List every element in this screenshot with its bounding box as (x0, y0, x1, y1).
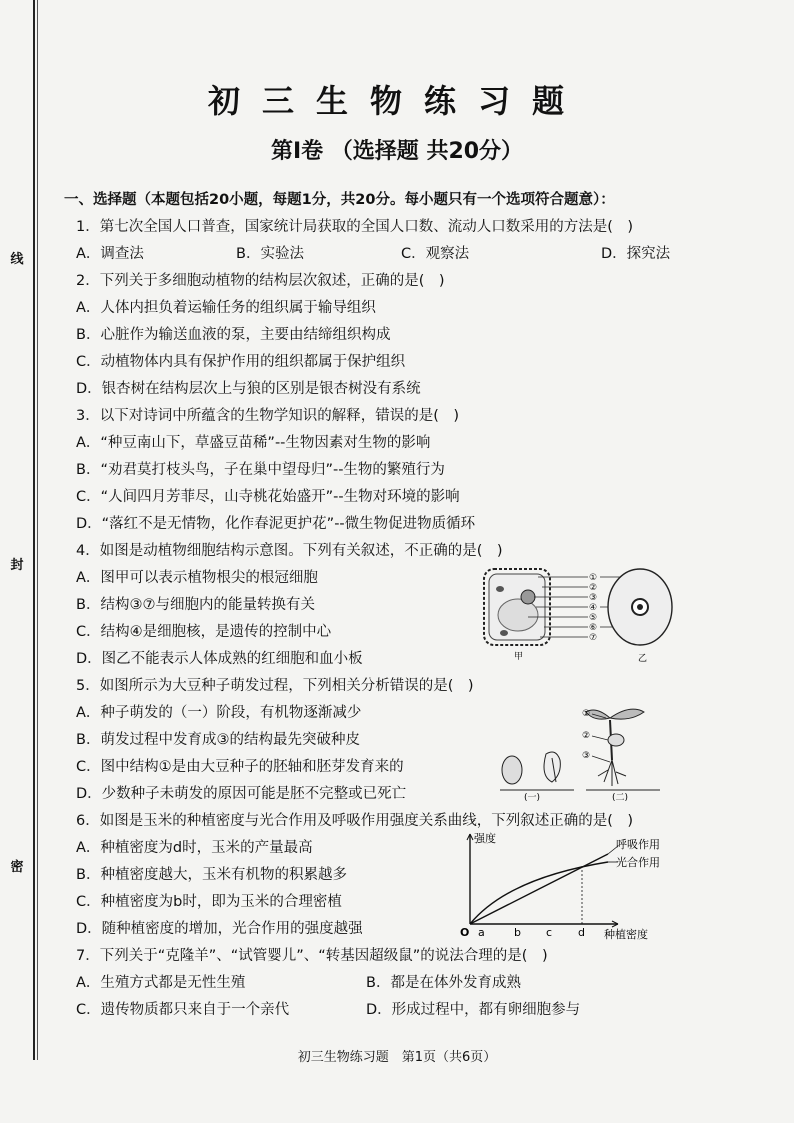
cell-label-7: ⑦ (589, 633, 598, 643)
question-2-stem: 2．下列关于多细胞动植物的结构层次叙述，正确的是( ) (76, 273, 445, 289)
seed-label-1: ① (582, 709, 591, 719)
question-6-option-a: A．种植密度为d时，玉米的产量最高 (76, 840, 313, 856)
question-7-option-b: B．都是在体外发育成熟 (366, 975, 521, 991)
cell-diagram-figure (478, 563, 700, 663)
seed-label-2: ② (582, 731, 591, 741)
question-4-option-b: B．结构③⑦与细胞内的能量转换有关 (76, 597, 315, 613)
question-3-option-a: A．“种豆南山下，草盛豆苗稀”--生物因素对生物的影响 (76, 435, 431, 451)
question-7-option-a: A．生殖方式都是无性生殖 (76, 975, 246, 991)
page-footer: 初三生物练习题 第1页（共6页） (297, 1050, 497, 1065)
cell-label-3: ③ (589, 593, 598, 603)
cell-label-1: ① (589, 573, 598, 583)
plant-cell-chloroplast-2 (500, 630, 508, 636)
side-mark-seal: 封 (10, 558, 24, 573)
page-title: 初三生物练习题 (207, 82, 586, 120)
question-2-option-d: D．银杏树在结构层次上与狼的区别是银杏树没有系统 (76, 381, 421, 397)
graph-origin: O (460, 926, 470, 939)
question-5-option-b: B．萌发过程中发育成③的结构最先突破种皮 (76, 732, 360, 748)
question-1-option-c: C．观察法 (401, 246, 470, 262)
tick-a: a (478, 926, 485, 939)
curve-respiration (470, 854, 608, 924)
question-4-option-d: D．图乙不能表示人体成熟的红细胞和血小板 (76, 651, 363, 667)
question-4-option-c: C．结构④是细胞核，是遗传的控制中心 (76, 624, 332, 640)
question-6-stem: 6．如图是玉米的种植密度与光合作用及呼吸作用强度关系曲线，下列叙述正确的是( ) (76, 813, 634, 829)
question-4-option-a: A．图甲可以表示植物根尖的根冠细胞 (76, 570, 318, 586)
curve-label-respiration: 呼吸作用 (616, 838, 660, 851)
tick-d: d (578, 926, 585, 939)
seed-stage-1 (502, 756, 522, 784)
tick-b: b (514, 926, 521, 939)
question-5-option-c: C．图中结构①是由大豆种子的胚轴和胚芽发育来的 (76, 759, 404, 775)
question-7-option-c: C．遗传物质都只来自于一个亲代 (76, 1002, 290, 1018)
animal-cell-nucleolus (637, 604, 643, 610)
seed-germination-figure (490, 698, 670, 802)
question-3-stem: 3．以下对诗词中所蕴含的生物学知识的解释，错误的是( ) (76, 408, 460, 424)
cell-label-5: ⑤ (589, 613, 598, 623)
plant-cell-chloroplast (496, 586, 504, 592)
plant-cell-vacuole (498, 599, 538, 631)
cell-label-4: ④ (589, 603, 598, 613)
plant-cell-nucleus (521, 590, 535, 604)
graph-y-label: 强度 (474, 832, 496, 845)
cell-label-6: ⑥ (589, 623, 598, 633)
stage-1-label: (一) (524, 793, 541, 802)
seedling (586, 709, 644, 786)
question-3-option-c: C．“人间四月芳菲尽，山寺桃花始盛开”--生物对环境的影响 (76, 489, 460, 505)
question-6-option-b: B．种植密度越大，玉米有机物的积累越多 (76, 867, 347, 883)
caption-yi: 乙 (638, 654, 648, 663)
question-1-option-a: A．调查法 (76, 246, 144, 262)
question-2-option-c: C．动植物体内具有保护作用的组织都属于保护组织 (76, 354, 406, 370)
question-7-option-d: D．形成过程中，都有卵细胞参与 (366, 1002, 581, 1018)
question-1-stem: 1．第七次全国人口普查，国家统计局获取的全国人口数、流动人口数采用的方法是( ) (76, 219, 634, 235)
question-3-option-b: B．“劝君莫打枝头鸟，子在巢中望母归”--生物的繁殖行为 (76, 462, 445, 478)
side-mark-secret: 密 (10, 860, 24, 875)
curve-label-photosynthesis: 光合作用 (616, 856, 660, 869)
question-1-option-b: B．实验法 (236, 246, 304, 262)
question-5-stem: 5．如图所示为大豆种子萌发过程，下列相关分析错误的是( ) (76, 678, 474, 694)
graph-x-label: 种植密度 (604, 928, 648, 941)
stage-2-label: (二) (612, 793, 629, 802)
question-2-option-a: A．人体内担负着运输任务的组织属于输导组织 (76, 300, 376, 316)
question-4-stem: 4．如图是动植物细胞结构示意图。下列有关叙述，不正确的是( ) (76, 543, 503, 559)
seed-label-3: ③ (582, 751, 591, 761)
question-6-option-c: C．种植密度为b时，即为玉米的合理密植 (76, 894, 342, 910)
cell-label-2: ② (589, 583, 598, 593)
side-mark-line: 线 (10, 252, 24, 267)
question-1-option-d: D．探究法 (601, 246, 671, 262)
page-subtitle: 第Ⅰ卷 （选择题 共20分） (270, 139, 524, 164)
caption-jia: 甲 (514, 652, 524, 662)
question-2-option-b: B．心脏作为输送血液的泵，主要由结缔组织构成 (76, 327, 391, 343)
question-7-stem: 7．下列关于“克隆羊”、“试管婴儿”、“转基因超级鼠”的说法合理的是( ) (76, 948, 548, 964)
question-3-option-d: D．“落红不是无情物，化作春泥更护花”--微生物促进物质循环 (76, 516, 476, 532)
tick-c: c (546, 926, 553, 939)
seed-stage-2 (544, 752, 560, 782)
curve-photosynthesis (470, 862, 608, 924)
section-heading: 一、选择题（本题包括20小题，每题1分，共20分。每小题只有一个选项符合题意）： (64, 192, 615, 208)
density-graph (458, 828, 694, 944)
question-6-option-d: D．随种植密度的增加，光合作用的强度越强 (76, 921, 363, 937)
question-5-option-a: A．种子萌发的（一）阶段，有机物逐渐减少 (76, 705, 362, 721)
question-5-option-d: D．少数种子未萌发的原因可能是胚不完整或已死亡 (76, 786, 407, 802)
